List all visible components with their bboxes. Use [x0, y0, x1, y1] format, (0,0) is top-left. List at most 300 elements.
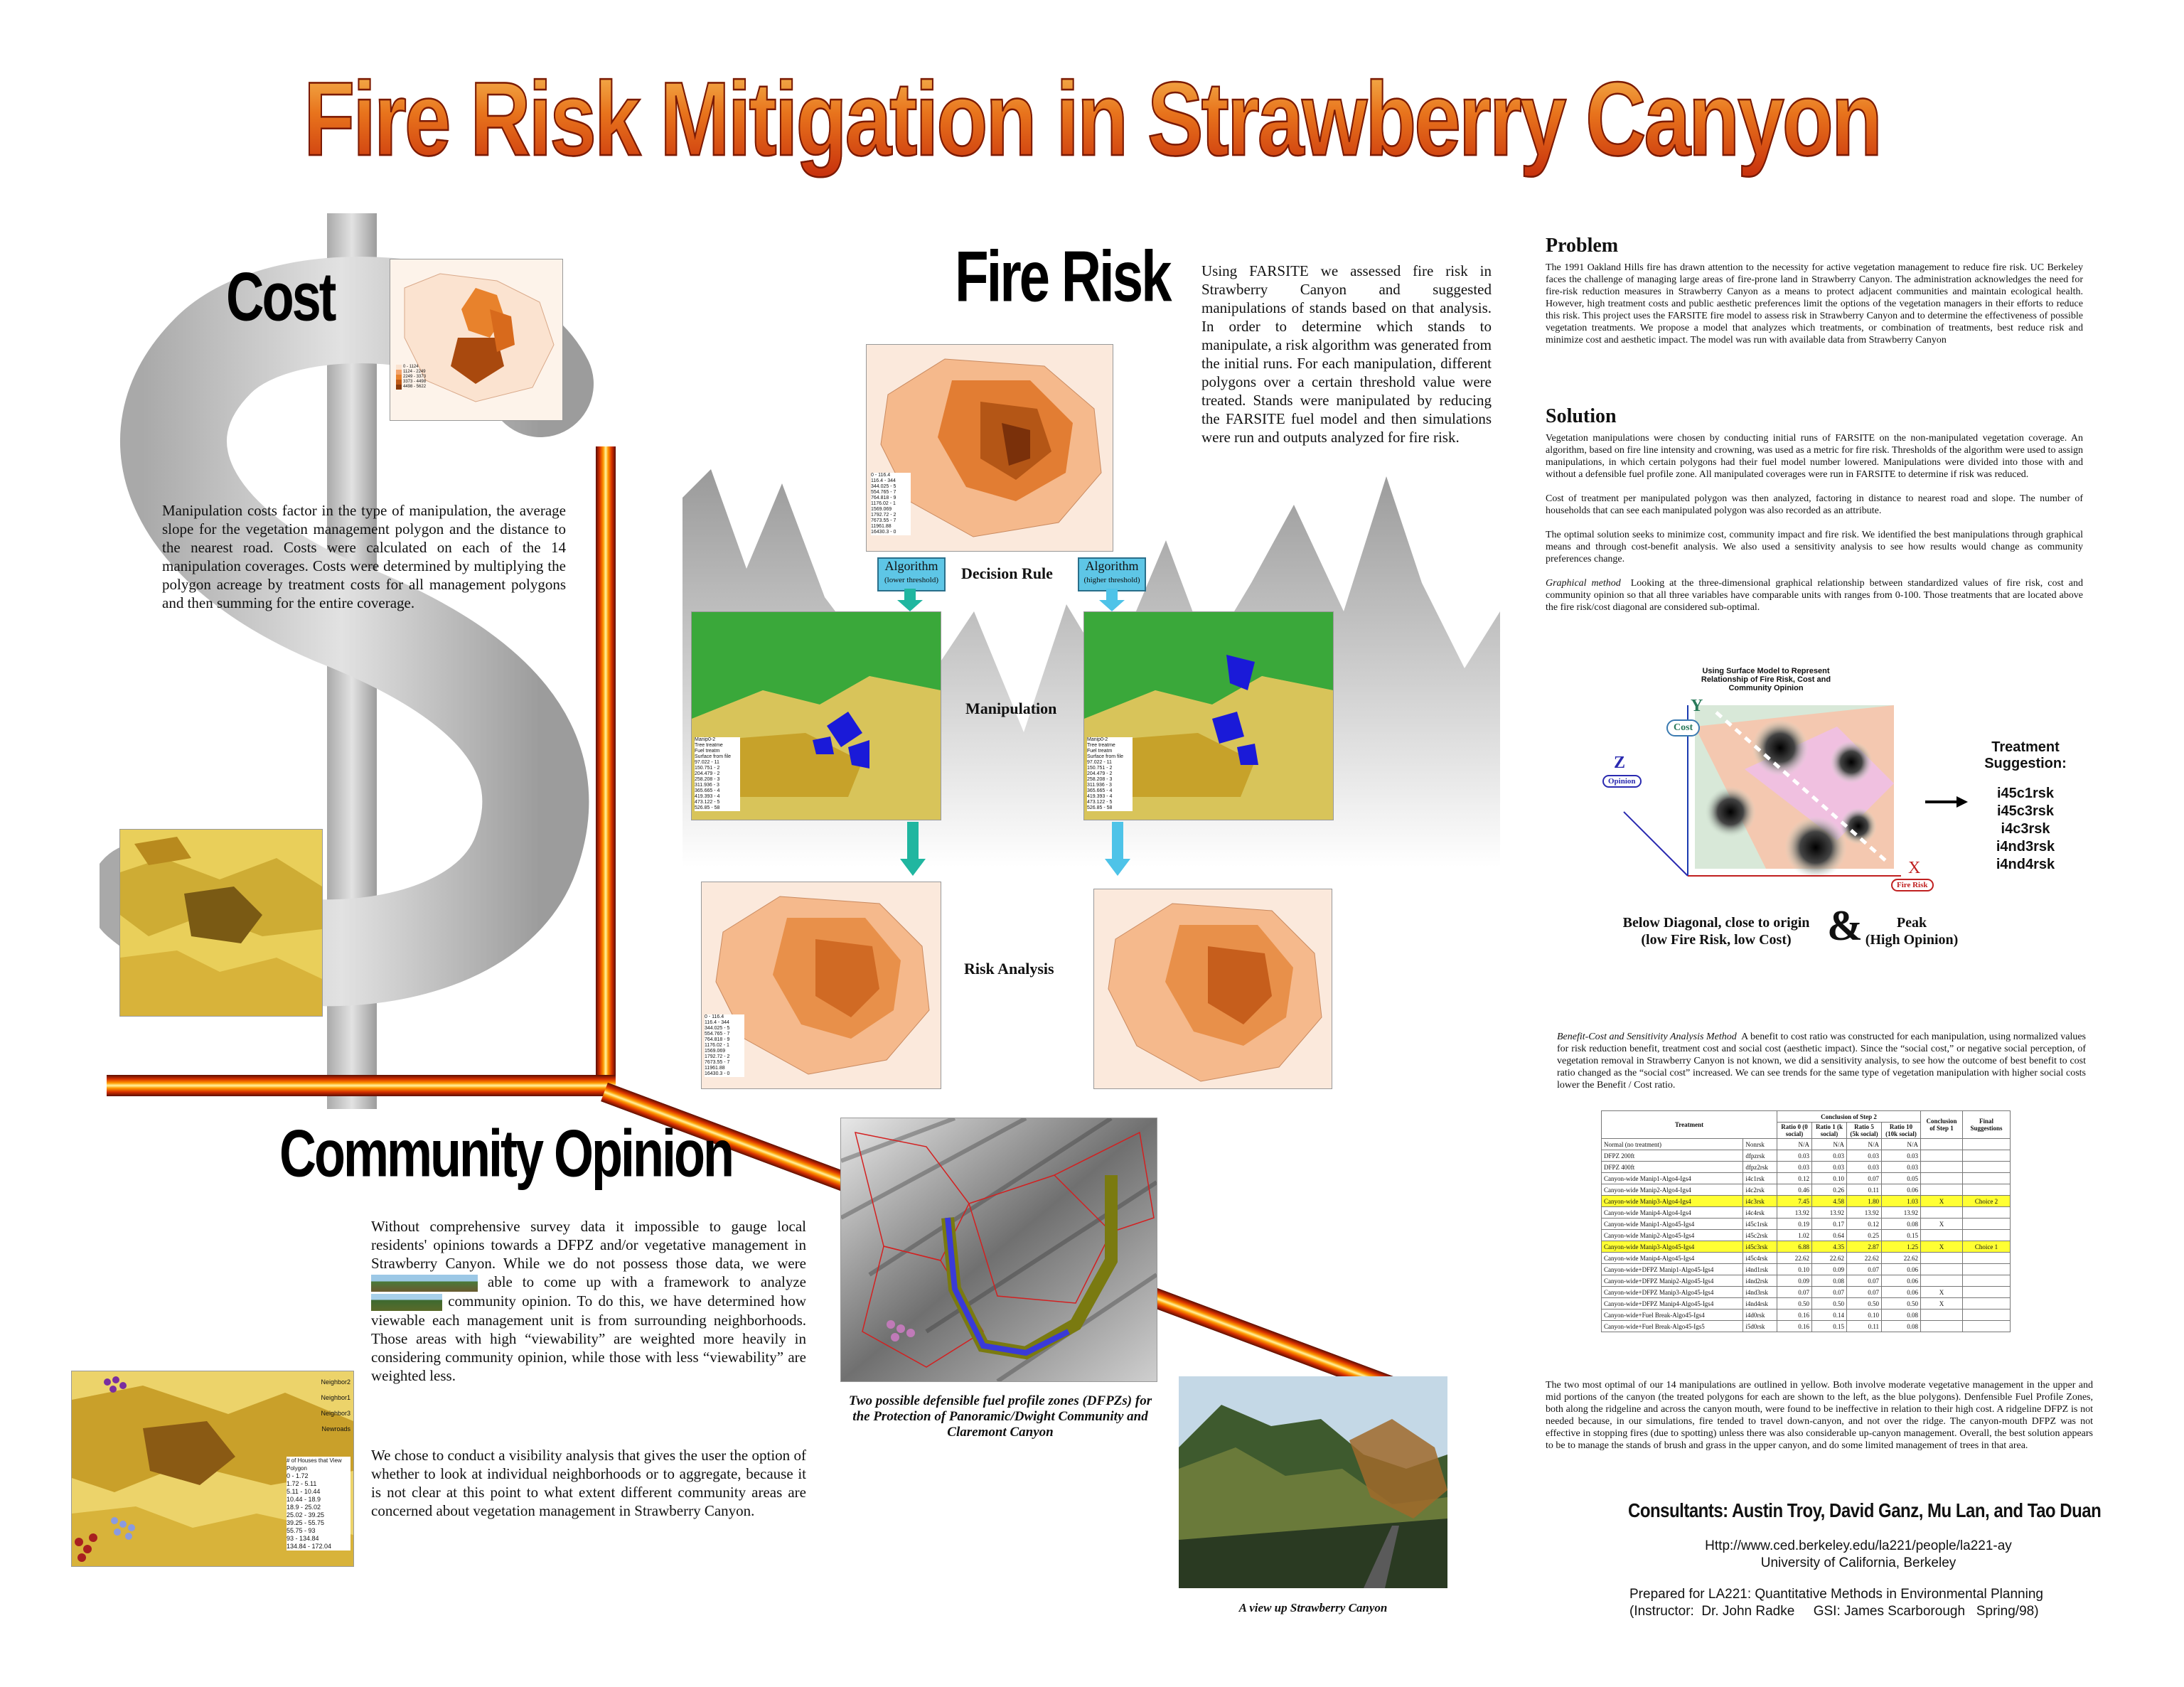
- instructor-line: (Instructor: Dr. John Radke GSI: James Scarborough Spring/98): [1629, 1604, 2039, 1619]
- treatment-suggestion-title: Treatment Suggestion:: [1984, 739, 2067, 771]
- table-cell: 0.07: [1847, 1275, 1882, 1287]
- legend-item: 1792.72 - 2: [871, 513, 896, 518]
- solution-text: [1546, 432, 2083, 614]
- table-cell: i45c1rsk: [1743, 1219, 1777, 1230]
- table-cell: i4nd2rsk: [1743, 1275, 1777, 1287]
- peak-line1: Peak: [1896, 915, 1927, 931]
- table-header: Final Suggestions: [1963, 1111, 2011, 1139]
- ampersand: &: [1827, 902, 1863, 949]
- table-cell: Canyon-wide Manip3-Algo4-Igs4: [1602, 1196, 1743, 1207]
- viewability-legend: [287, 1457, 350, 1551]
- legend-item: 204.479 - 2: [1087, 771, 1113, 776]
- table-row: [1602, 1139, 2011, 1150]
- neighbor-label: Newroads: [321, 1425, 350, 1432]
- table-cell: Choice 1: [1963, 1241, 2011, 1253]
- legend-item: Fuel treatm: [695, 749, 720, 754]
- legend-item: 258.208 - 3: [695, 777, 720, 782]
- legend-item: 1124 - 2249: [396, 370, 432, 375]
- table-cell: 0.03: [1882, 1162, 1921, 1173]
- inline-photo: [371, 1275, 478, 1292]
- table-cell: 13.92: [1777, 1207, 1812, 1219]
- table-cell: N/A: [1882, 1139, 1921, 1150]
- table-cell: i4c4rsk: [1743, 1207, 1777, 1219]
- neighbor-label: Neighbor2: [321, 1378, 350, 1386]
- table-cell: X: [1921, 1298, 1963, 1310]
- table-row: [1602, 1253, 2011, 1264]
- legend-item: 97.022 - 11: [1087, 760, 1112, 765]
- poster-title: Fire Risk Mitigation in Strawberry Canyon: [0, 59, 2184, 180]
- table-cell: [1963, 1321, 2011, 1332]
- table-cell: [1963, 1264, 2011, 1275]
- results-table-container: [1601, 1110, 2028, 1332]
- manipulation-label: Manipulation: [965, 700, 1057, 717]
- solution-paragraph: Cost of treatment per manipulated polygon was then analyzed, factoring in distance to nearest road and slope. The number of households that can see each manipulated polygon was also recorded as an attribute.: [1546, 493, 2083, 516]
- table-row: [1602, 1321, 2011, 1332]
- table-cell: i4nd1rsk: [1743, 1264, 1777, 1275]
- canyon-photo: [1179, 1376, 1447, 1588]
- surface-model-title: Using Surface Model to Represent Relationship of Fire Risk, Cost and Community Opinion: [1701, 667, 1831, 692]
- down-arrow-icon: [1105, 822, 1130, 876]
- axis-x-label: Fire Risk: [1891, 879, 1934, 891]
- table-cell: 1.03: [1882, 1196, 1921, 1207]
- table-cell: 0.08: [1882, 1310, 1921, 1321]
- right-arrow-icon: [1925, 795, 1968, 809]
- table-cell: 0.64: [1812, 1230, 1847, 1241]
- table-cell: i4c1rsk: [1743, 1173, 1777, 1184]
- table-cell: X: [1921, 1287, 1963, 1298]
- table-cell: [1921, 1253, 1963, 1264]
- table-cell: [1921, 1173, 1963, 1184]
- prepared-for: Prepared for LA221: Quantitative Methods in Environmental Planning: [1629, 1587, 2043, 1602]
- table-cell: DFPZ 200ft: [1602, 1150, 1743, 1162]
- table-cell: N/A: [1847, 1139, 1882, 1150]
- cost-vegetation-map: [119, 829, 323, 1017]
- algorithm-threshold: (lower threshold): [884, 576, 939, 584]
- table-row: [1602, 1275, 2011, 1287]
- table-cell: [1963, 1207, 2011, 1219]
- table-cell: 0.50: [1777, 1298, 1812, 1310]
- table-cell: Canyon-wide Manip4-Algo45-Igs4: [1602, 1253, 1743, 1264]
- legend-item: 10.44 - 18.9: [287, 1496, 321, 1503]
- legend-item: 764.818 - 9: [705, 1037, 730, 1042]
- table-cell: 0.06: [1882, 1184, 1921, 1196]
- legend-item: 97.022 - 11: [695, 760, 719, 765]
- table-cell: 0.50: [1882, 1298, 1921, 1310]
- legend-item: 5.11 - 10.44: [287, 1488, 321, 1495]
- legend-item: 3373 - 4498: [396, 380, 432, 385]
- table-cell: 4.58: [1812, 1196, 1847, 1207]
- table-group-header: Conclusion of Step 2: [1777, 1111, 1921, 1123]
- surface-model-figure: [1574, 663, 2086, 947]
- table-cell: 13.92: [1812, 1207, 1847, 1219]
- table-cell: Canyon-wide+DFPZ Manip2-Algo45-Igs4: [1602, 1275, 1743, 1287]
- table-cell: Canyon-wide+Fuel Break-Algo45-Igs4: [1602, 1310, 1743, 1321]
- table-cell: i45c4rsk: [1743, 1253, 1777, 1264]
- cost-map: [390, 259, 563, 421]
- viewability-neighbor-labels: [308, 1374, 350, 1437]
- table-header: Ratio 5 (5k social): [1847, 1123, 1882, 1139]
- table-cell: 0.10: [1777, 1264, 1812, 1275]
- table-cell: Canyon-wide Manip2-Algo4-Igs4: [1602, 1184, 1743, 1196]
- table-cell: Canyon-wide Manip3-Algo45-Igs4: [1602, 1241, 1743, 1253]
- suggestion-item: i4c3rsk: [2001, 821, 2050, 837]
- table-header: Ratio 10 (10k social): [1882, 1123, 1921, 1139]
- legend-item: 554.765 - 7: [705, 1032, 730, 1037]
- algorithm-label: Algorithm: [884, 559, 938, 573]
- table-cell: dfpzrsk: [1743, 1150, 1777, 1162]
- community-opinion-heading: Community Opinion: [279, 1117, 732, 1191]
- legend-item: 526.85 - 58: [695, 805, 720, 810]
- table-cell: Canyon-wide Manip1-Algo45-Igs4: [1602, 1219, 1743, 1230]
- legend-item: Fuel treatm: [1087, 749, 1113, 754]
- legend-item: 344.025 - 5: [871, 484, 896, 489]
- table-cell: [1963, 1219, 2011, 1230]
- table-row: [1602, 1264, 2011, 1275]
- table-cell: [1963, 1173, 2011, 1184]
- table-cell: [1963, 1287, 2011, 1298]
- table-cell: Canyon-wide+Fuel Break-Algo45-Igs5: [1602, 1321, 1743, 1332]
- table-cell: [1963, 1230, 2011, 1241]
- fire-axis-horizontal: [107, 1075, 616, 1096]
- table-cell: [1963, 1150, 2011, 1162]
- table-cell: 22.62: [1777, 1253, 1812, 1264]
- graphical-method-text: Looking at the three-dimensional graphical relationship between standardized values of fire risk, cost and community opinion so that all three variables have comparable units with ranges from 0-100. Those treatments that are located above the fire risk/cost diagonal are considered sub-optimal.: [1546, 578, 2084, 613]
- table-header: Conclusion of Step 1: [1921, 1111, 1963, 1139]
- legend-item: 311.936 - 3: [695, 783, 719, 788]
- risk-analysis-label: Risk Analysis: [964, 960, 1054, 978]
- cost-heading: Cost: [226, 258, 335, 336]
- solution-paragraph: The optimal solution seeks to minimize cost, community impact and fire risk. We identified the best manipulations through graphical means and through cost-benefit analysis. We also used a sensitivity analysis to see how results would change as community preferences change.: [1546, 530, 2083, 564]
- legend-item: 311.936 - 3: [1087, 783, 1112, 788]
- legend-item: 0 - 116.4: [871, 473, 891, 478]
- algorithm-higher-box: [1078, 557, 1146, 591]
- cost-description: Manipulation costs factor in the type of manipulation, the average slope for the vegetation management polygon and the distance to the nearest road. Costs were calculated on each of the 14 manipulation coverages. Costs were determined by multiplying the polygon acreage by treatment costs for all management polygons and then summing for the entire coverage.: [162, 502, 566, 611]
- table-cell: 22.62: [1812, 1253, 1847, 1264]
- table-cell: [1963, 1310, 2011, 1321]
- table-cell: 0.03: [1847, 1150, 1882, 1162]
- table-cell: Nonrsk: [1743, 1139, 1777, 1150]
- table-cell: 0.26: [1812, 1184, 1847, 1196]
- table-row: [1602, 1184, 2011, 1196]
- table-cell: 0.15: [1812, 1321, 1847, 1332]
- legend-item: 11961.88: [705, 1066, 725, 1071]
- table-cell: Choice 2: [1963, 1196, 2011, 1207]
- surface-plot: [1602, 684, 1915, 883]
- table-cell: 6.88: [1777, 1241, 1812, 1253]
- legend-item: 116.4 - 344: [705, 1020, 729, 1025]
- table-cell: 0.17: [1812, 1219, 1847, 1230]
- suggestion-item: i4nd4rsk: [1996, 857, 2055, 872]
- legend-item: Manip0-2: [695, 737, 716, 742]
- legend-item: 419.393 - 4: [695, 794, 720, 799]
- table-row: [1602, 1162, 2011, 1173]
- table-cell: 1.25: [1882, 1241, 1921, 1253]
- legend-item: 0 - 1124: [396, 365, 432, 370]
- treatment-suggestions-list: [1986, 785, 2065, 874]
- table-cell: 2.87: [1847, 1241, 1882, 1253]
- table-cell: Canyon-wide+DFPZ Manip4-Algo45-Igs4: [1602, 1298, 1743, 1310]
- table-cell: 0.03: [1777, 1150, 1812, 1162]
- dfpz-caption: Two possible defensible fuel profile zones (DFPZs) for the Protection of Panoramic/Dwight Community and Claremont Canyon: [848, 1393, 1152, 1440]
- legend-title: # of Houses that View Polygon: [287, 1457, 342, 1472]
- table-cell: [1921, 1139, 1963, 1150]
- suggestion-item: i45c1rsk: [1996, 786, 2055, 801]
- table-cell: [1921, 1230, 1963, 1241]
- table-cell: [1963, 1184, 2011, 1196]
- photo-caption: A view up Strawberry Canyon: [1238, 1601, 1388, 1614]
- table-header: Ratio 1 (k social): [1812, 1123, 1847, 1139]
- cost-legend: [396, 365, 432, 390]
- table-cell: 0.19: [1777, 1219, 1812, 1230]
- table-cell: 0.16: [1777, 1310, 1812, 1321]
- suggestion-item: i45c3rsk: [1996, 803, 2055, 819]
- fire-risk-description: Using FARSITE we assessed fire risk in Strawberry Canyon and suggested manipulations of stands based on that analysis. In order to determine which stands to manipulate, a risk algorithm was generated from the initial runs. For each manipulation, different polygons over a certain threshold value were treated. Stands were manipulated by reducing the FARSITE fuel model and then simulations were run and outputs analyzed for fire risk.: [1201, 262, 1492, 446]
- peak-line2: (High Opinion): [1865, 932, 1959, 948]
- legend-item: 1.72 - 5.11: [287, 1480, 317, 1487]
- legend-item: 2249 - 3373: [396, 375, 432, 380]
- table-row: [1602, 1150, 2011, 1162]
- table-row: [1602, 1241, 2011, 1253]
- table-cell: [1921, 1207, 1963, 1219]
- risk-legend-initial: [871, 473, 911, 535]
- axis-x-letter: X: [1908, 859, 1921, 877]
- table-cell: 0.07: [1847, 1173, 1882, 1184]
- table-cell: 0.25: [1847, 1230, 1882, 1241]
- legend-item: 7673.55 - 7: [705, 1060, 730, 1065]
- legend-item: 1569.069: [871, 507, 892, 512]
- axis-z-label: Opinion: [1602, 775, 1642, 788]
- table-cell: 0.15: [1882, 1230, 1921, 1241]
- table-row: [1602, 1207, 2011, 1219]
- table-cell: i4d0rsk: [1743, 1310, 1777, 1321]
- table-cell: 0.03: [1882, 1150, 1921, 1162]
- legend-item: 1176.02 - 1: [705, 1043, 729, 1048]
- solution-paragraph: Vegetation manipulations were chosen by conducting initial runs of FARSITE on the non-manipulated vegetation coverage. An algorithm, based on fire line intensity and crowning, was used as a metric for fire risk. Thresholds of the algorithm were used to assign manipulations, in which certain polygons had their fuel model number lowered. Manipulations were divided into those with and without a defensible fuel profile zone. All manipulated coverages were run in FARSITE to determine if risk was reduced.: [1546, 433, 2083, 480]
- table-cell: 0.50: [1847, 1298, 1882, 1310]
- fire-risk-heading: Fire Risk: [955, 235, 1170, 317]
- table-cell: 7.45: [1777, 1196, 1812, 1207]
- legend-item: Surface from file: [1087, 754, 1123, 759]
- university: University of California, Berkeley: [1760, 1555, 1956, 1570]
- legend-item: 526.85 - 58: [1087, 805, 1113, 810]
- table-cell: 0.03: [1812, 1150, 1847, 1162]
- table-cell: 0.06: [1882, 1287, 1921, 1298]
- legend-item: 0 - 1.72: [287, 1472, 309, 1479]
- legend-item: 39.25 - 55.75: [287, 1519, 325, 1526]
- down-arrow-icon: [900, 822, 926, 876]
- inline-photo: [371, 1294, 442, 1311]
- table-cell: 1.80: [1847, 1196, 1882, 1207]
- neighbor-label: Neighbor3: [321, 1410, 350, 1417]
- table-cell: Canyon-wide+DFPZ Manip3-Algo45-Igs4: [1602, 1287, 1743, 1298]
- algorithm-lower-box: [877, 557, 946, 591]
- table-cell: N/A: [1812, 1139, 1847, 1150]
- table-cell: i5d0rsk: [1743, 1321, 1777, 1332]
- community-text-part: able to come up with a framework to analyze: [487, 1273, 807, 1290]
- legend-item: 93 - 134.84: [287, 1535, 319, 1542]
- community-text-part: community opinion. To do this, we have determined how viewable each management unit is from surrounding neighborhoods. Those areas with high “viewability” are weighted more heavily in considering community opinion, while those with less “viewability” are weighted less.: [371, 1292, 806, 1385]
- legend-item: Tree treatme: [1087, 743, 1115, 748]
- table-cell: 13.92: [1882, 1207, 1921, 1219]
- legend-item: 1569.069: [705, 1049, 726, 1054]
- legend-item: Tree treatme: [695, 743, 723, 748]
- axis-y-letter: Y: [1691, 697, 1703, 715]
- fire-risk-map-initial: [866, 344, 1113, 552]
- manipulation-legend-lower: [695, 737, 740, 811]
- community-text-part: Without comprehensive survey data it impossible to gauge local residents' opinions towards a DFPZ and/or vegetative management in Strawberry Canyon. While we do not possess those data, we were: [371, 1218, 806, 1272]
- problem-title: Problem: [1546, 235, 1619, 257]
- table-cell: [1963, 1139, 2011, 1150]
- legend-item: 150.751 - 2: [695, 766, 720, 771]
- table-cell: 0.07: [1847, 1264, 1882, 1275]
- table-row: [1602, 1287, 2011, 1298]
- legend-item: 7673.55 - 7: [871, 518, 896, 523]
- table-row: [1602, 1219, 2011, 1230]
- table-cell: 0.08: [1812, 1275, 1847, 1287]
- table-row: [1602, 1173, 2011, 1184]
- table-cell: [1921, 1310, 1963, 1321]
- table-row: [1602, 1298, 2011, 1310]
- table-cell: Normal (no treatment): [1602, 1139, 1743, 1150]
- manipulation-map-higher: [1083, 611, 1334, 820]
- table-cell: 4.35: [1812, 1241, 1847, 1253]
- table-cell: 22.62: [1847, 1253, 1882, 1264]
- axis-y-label: Cost: [1666, 719, 1700, 737]
- risk-legend-lower: [705, 1014, 744, 1077]
- legend-item: 150.751 - 2: [1087, 766, 1113, 771]
- legend-item: Manip0-2: [1087, 737, 1108, 742]
- table-cell: i4c3rsk: [1743, 1196, 1777, 1207]
- legend-item: 204.479 - 2: [695, 771, 720, 776]
- benefit-cost-body: A benefit to cost ratio was constructed for each manipulation, using normalized values for risk reduction benefit, treatment cost and social cost (aesthetic impact). Since the “social cost,” or negative social perception, of vegetation removal in Strawberry Canyon is not known, we did a sensitivity analysis, to see how the outcome of best benefit to cost ratio changed as the “social cost” increased. We can see trends for the same type of vegetation manipulation with higher social costs lower the Benefit / Cost ratio.: [1557, 1032, 2086, 1091]
- table-header: Ratio 0 (0 social): [1777, 1123, 1812, 1139]
- down-arrow-icon: [1099, 589, 1125, 611]
- table-cell: 0.07: [1777, 1287, 1812, 1298]
- algorithm-label: Algorithm: [1085, 559, 1139, 573]
- conclusion-text: The two most optimal of our 14 manipulations are outlined in yellow. Both involve moderate vegetative management in the upper and mid portions of the canyon (the treated polygons for each are shown to the left, as the blue polygons). Denfensible Fuel Profile Zones, both along the ridgeline and across the canyon mouth, were found to be ineffective in relation to their high cost. A ridgeline DFPZ is not needed because, in our simulations, fire tended to travel down-canyon, and not over the ridge. The canyon-mouth DFPZ was not effective in stopping fires (due to spotting) unless there was also considerable up-canyon management. Overall, the best solution appears to be to manage the stands of brush and grass in the upper canyon, and do some limited management of trees in that area.: [1546, 1380, 2093, 1451]
- table-cell: [1921, 1150, 1963, 1162]
- neighbor-label: Neighbor1: [321, 1394, 350, 1401]
- table-cell: [1921, 1264, 1963, 1275]
- legend-item: 4498 - 5622: [396, 385, 432, 390]
- legend-item: 365.665 - 4: [695, 788, 720, 793]
- table-cell: i4nd4rsk: [1743, 1298, 1777, 1310]
- axis-z-letter: Z: [1614, 754, 1626, 772]
- legend-item: 258.208 - 3: [1087, 777, 1113, 782]
- table-cell: 0.05: [1882, 1173, 1921, 1184]
- consultants: Consultants: Austin Troy, David Ganz, Mu Lan, and Tao Duan: [1628, 1500, 2102, 1523]
- table-cell: 0.08: [1882, 1321, 1921, 1332]
- table-cell: [1921, 1275, 1963, 1287]
- table-cell: i45c2rsk: [1743, 1230, 1777, 1241]
- table-cell: 0.11: [1847, 1321, 1882, 1332]
- risk-analysis-map-lower: [701, 882, 941, 1089]
- table-cell: 0.06: [1882, 1264, 1921, 1275]
- table-cell: i4c2rsk: [1743, 1184, 1777, 1196]
- table-cell: [1921, 1162, 1963, 1173]
- legend-item: 55.75 - 93: [287, 1527, 316, 1534]
- table-cell: X: [1921, 1219, 1963, 1230]
- project-url[interactable]: Http://www.ced.berkeley.edu/la221/people/la221-ay: [1705, 1538, 2012, 1553]
- dfpz-map: [840, 1118, 1157, 1382]
- problem-text: The 1991 Oakland Hills fire has drawn attention to the necessity for active vegetation management to reduce fire risk. UC Berkeley faces the challenge of managing large areas of fire-prone land in Strawberry Canyon. The administration acknowledges the need for fire-risk reduction measures in Strawberry Canyon as a means to protect adjacent communities and maintain ecological health. However, high treatment costs and public aesthetic preferences limit the options of the vegetation managers in their efforts to reduce this risk. This project uses the FARSITE fire model to assess risk in Strawberry Canyon and to determine the effectiveness of possible vegetation treatments. We propose a model that analyzes which treatments, or combination of treatments, best reduce risk and minimize cost and aesthetic impact. The model was run with available data from Strawberry Canyon: [1546, 262, 2083, 346]
- table-cell: 0.07: [1847, 1287, 1882, 1298]
- below-diagonal-line1: Below Diagonal, close to origin: [1622, 915, 1810, 931]
- graphical-method-label: Graphical method: [1546, 578, 1621, 589]
- legend-item: 344.025 - 5: [705, 1026, 730, 1031]
- table-cell: DFPZ 400ft: [1602, 1162, 1743, 1173]
- legend-item: 16430.3 - 0: [705, 1071, 730, 1076]
- table-cell: 0.10: [1812, 1173, 1847, 1184]
- table-cell: [1963, 1162, 2011, 1173]
- algorithm-threshold: (higher threshold): [1083, 576, 1140, 584]
- table-cell: 0.03: [1812, 1162, 1847, 1173]
- benefit-cost-text: [1557, 1031, 2086, 1091]
- legend-item: 11961.88: [871, 524, 892, 529]
- legend-item: 473.122 - 5: [1087, 800, 1113, 805]
- table-cell: 1.02: [1777, 1230, 1812, 1241]
- table-cell: i4nd3rsk: [1743, 1287, 1777, 1298]
- table-cell: Canyon-wide Manip2-Algo45-Igs4: [1602, 1230, 1743, 1241]
- table-cell: Canyon-wide+DFPZ Manip1-Algo45-Igs4: [1602, 1264, 1743, 1275]
- table-cell: 0.16: [1777, 1321, 1812, 1332]
- legend-item: 134.84 - 172.04: [287, 1543, 332, 1550]
- table-cell: Canyon-wide Manip1-Algo4-Igs4: [1602, 1173, 1743, 1184]
- legend-item: 473.122 - 5: [695, 800, 720, 805]
- legend-item: 1792.72 - 2: [705, 1054, 730, 1059]
- legend-item: 764.818 - 9: [871, 496, 896, 500]
- table-cell: 0.09: [1777, 1275, 1812, 1287]
- table-cell: 0.08: [1882, 1219, 1921, 1230]
- table-cell: 22.62: [1882, 1253, 1921, 1264]
- fire-axis-vertical: [596, 446, 616, 1086]
- legend-item: 116.4 - 344: [871, 478, 896, 483]
- table-header: Treatment: [1602, 1111, 1777, 1139]
- table-cell: [1963, 1275, 2011, 1287]
- legend-item: Surface from file: [695, 754, 731, 759]
- table-cell: 0.06: [1882, 1275, 1921, 1287]
- table-row: [1602, 1196, 2011, 1207]
- peak-label: [1858, 914, 1965, 948]
- table-cell: 0.50: [1812, 1298, 1847, 1310]
- legend-item: 0 - 116.4: [705, 1014, 724, 1019]
- manipulation-legend-higher: [1087, 737, 1133, 811]
- legend-item: 16430.3 - 0: [871, 530, 896, 535]
- table-cell: 0.09: [1812, 1264, 1847, 1275]
- viewability-map: [71, 1371, 354, 1567]
- community-description-2: We chose to conduct a visibility analysis that gives the user the option of whether to look at individual neighborhoods or to aggregate, because it is not clear at this point to what extent different community areas are concerned about vegetation management in Strawberry Canyon.: [371, 1447, 806, 1519]
- table-cell: dfpz2rsk: [1743, 1162, 1777, 1173]
- below-diagonal-line2: (low Fire Risk, low Cost): [1641, 932, 1792, 948]
- results-table: [1601, 1110, 2011, 1332]
- table-cell: 0.12: [1847, 1219, 1882, 1230]
- decision-rule-label: Decision Rule: [961, 564, 1053, 582]
- table-cell: 0.12: [1777, 1173, 1812, 1184]
- manipulation-map-lower: [691, 611, 941, 820]
- table-cell: 0.10: [1847, 1310, 1882, 1321]
- table-cell: 0.46: [1777, 1184, 1812, 1196]
- down-arrow-icon: [897, 589, 923, 611]
- suggestion-item: i4nd3rsk: [1996, 839, 2055, 855]
- risk-analysis-map-higher: [1093, 889, 1332, 1089]
- table-cell: 13.92: [1847, 1207, 1882, 1219]
- table-cell: X: [1921, 1241, 1963, 1253]
- legend-item: 554.765 - 7: [871, 490, 896, 495]
- below-diagonal-label: [1610, 914, 1823, 948]
- table-cell: [1963, 1298, 2011, 1310]
- table-cell: 0.03: [1777, 1162, 1812, 1173]
- table-cell: Canyon-wide Manip4-Algo4-Igs4: [1602, 1207, 1743, 1219]
